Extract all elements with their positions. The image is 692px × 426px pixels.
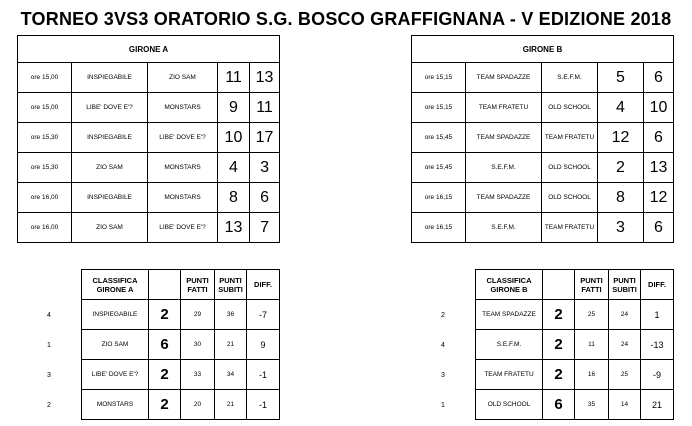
diff-value: -13 [641,330,674,360]
team-name: TEAM FRATETU [476,360,543,390]
team-points: 6 [543,390,575,420]
team-points: 2 [543,360,575,390]
standing-row [476,300,674,330]
match-row [412,213,674,243]
standing-row [82,330,280,360]
match-time: ore 15,30 [18,153,72,183]
girone-a-table [17,35,280,243]
away-score: 10 [644,93,674,123]
away-team: OLD SCHOOL [542,183,598,213]
punti-subiti: 34 [215,360,247,390]
match-time: ore 15,15 [412,93,466,123]
diff-value: -1 [247,390,280,420]
match-row [18,93,280,123]
punti-subiti: 25 [609,360,641,390]
rank-position: 1 [47,342,51,349]
match-time: ore 15,15 [412,63,466,93]
away-score: 13 [644,153,674,183]
match-time: ore 16,15 [412,213,466,243]
away-score: 6 [644,63,674,93]
standing-row [82,360,280,390]
rank-position: 4 [47,312,51,319]
home-team: TEAM SPADAZZE [466,63,542,93]
punti-fatti: 30 [181,330,215,360]
away-score: 13 [250,63,280,93]
away-team: TEAM FRATETU [542,123,598,153]
rank-position: 1 [441,402,445,409]
match-time: ore 15,45 [412,123,466,153]
match-row [18,183,280,213]
punti-subiti: 14 [609,390,641,420]
team-name: INSPIEGABILE [82,300,149,330]
home-team: LIBE' DOVE E'? [72,93,148,123]
diff-value: 9 [247,330,280,360]
team-points: 2 [543,330,575,360]
away-score: 6 [644,123,674,153]
punti-fatti: 11 [575,330,609,360]
home-team: INSPIEGABILE [72,183,148,213]
home-score: 9 [218,93,250,123]
home-team: TEAM SPADAZZE [466,123,542,153]
home-score: 8 [218,183,250,213]
girone-a-header: GIRONE A [18,36,280,63]
home-team: S.E.F.M. [466,153,542,183]
standing-row [82,300,280,330]
match-row [18,123,280,153]
away-score: 6 [644,213,674,243]
team-points: 6 [149,330,181,360]
rank-position: 2 [441,312,445,319]
rank-position: 3 [441,372,445,379]
rank-position: 4 [441,342,445,349]
away-team: LIBE' DOVE E'? [148,213,218,243]
diff-value: -1 [247,360,280,390]
match-row [18,153,280,183]
home-score: 10 [218,123,250,153]
match-row [412,93,674,123]
match-row [412,123,674,153]
away-team: ZIO SAM [148,63,218,93]
team-name: OLD SCHOOL [476,390,543,420]
match-row [412,153,674,183]
diff-value: -7 [247,300,280,330]
away-score: 6 [250,183,280,213]
match-row [412,183,674,213]
classifica-b-table [475,269,674,420]
punti-fatti: 16 [575,360,609,390]
col-punti-fatti: PUNTI FATTI [575,270,609,300]
classifica-b-header: CLASSIFICA GIRONE B [476,270,543,300]
punti-fatti: 29 [181,300,215,330]
home-score: 4 [598,93,644,123]
standing-row [476,330,674,360]
home-score: 5 [598,63,644,93]
diff-value: 1 [641,300,674,330]
team-name: MONSTARS [82,390,149,420]
punti-subiti: 24 [609,330,641,360]
home-score: 8 [598,183,644,213]
away-team: S.E.F.M. [542,63,598,93]
match-time: ore 15,00 [18,63,72,93]
home-score: 4 [218,153,250,183]
away-score: 7 [250,213,280,243]
diff-value: 21 [641,390,674,420]
away-score: 17 [250,123,280,153]
away-team: OLD SCHOOL [542,93,598,123]
standing-row [476,390,674,420]
classifica-a-header: CLASSIFICA GIRONE A [82,270,149,300]
punti-fatti: 20 [181,390,215,420]
home-team: TEAM SPADAZZE [466,183,542,213]
col-diff: DIFF. [641,270,674,300]
away-score: 3 [250,153,280,183]
col-punti-subiti: PUNTI SUBITI [609,270,641,300]
home-score: 2 [598,153,644,183]
away-team: TEAM FRATETU [542,213,598,243]
punti-fatti: 25 [575,300,609,330]
match-time: ore 16,00 [18,213,72,243]
punti-fatti: 33 [181,360,215,390]
match-time: ore 16,15 [412,183,466,213]
away-team: MONSTARS [148,93,218,123]
punti-subiti: 21 [215,330,247,360]
match-row [18,213,280,243]
home-team: ZIO SAM [72,213,148,243]
col-punti-fatti: PUNTI FATTI [181,270,215,300]
home-team: TEAM FRATETU [466,93,542,123]
away-score: 12 [644,183,674,213]
team-points: 2 [149,300,181,330]
classifica-a-table [81,269,280,420]
punti-fatti: 35 [575,390,609,420]
away-team: MONSTARS [148,153,218,183]
home-score: 12 [598,123,644,153]
punti-subiti: 21 [215,390,247,420]
home-score: 13 [218,213,250,243]
match-time: ore 16,00 [18,183,72,213]
team-points: 2 [149,360,181,390]
team-name: LIBE' DOVE E'? [82,360,149,390]
home-score: 11 [218,63,250,93]
team-name: TEAM SPADAZZE [476,300,543,330]
col-punti-subiti: PUNTI SUBITI [215,270,247,300]
team-name: ZIO SAM [82,330,149,360]
page-title: TORNEO 3VS3 ORATORIO S.G. BOSCO GRAFFIGNANA - V EDIZIONE 2018 [20,9,672,29]
match-row [412,63,674,93]
home-team: S.E.F.M. [466,213,542,243]
girone-b-table [411,35,674,243]
away-team: MONSTARS [148,183,218,213]
away-team: OLD SCHOOL [542,153,598,183]
team-points: 2 [543,300,575,330]
home-team: INSPIEGABILE [72,123,148,153]
diff-value: -9 [641,360,674,390]
away-score: 11 [250,93,280,123]
match-row [18,63,280,93]
match-time: ore 15,30 [18,123,72,153]
home-score: 3 [598,213,644,243]
rank-position: 2 [47,402,51,409]
punti-subiti: 36 [215,300,247,330]
home-team: ZIO SAM [72,153,148,183]
girone-b-header: GIRONE B [412,36,674,63]
col-diff: DIFF. [247,270,280,300]
team-name: S.E.F.M. [476,330,543,360]
match-time: ore 15,00 [18,93,72,123]
home-team: INSPIEGABILE [72,63,148,93]
punti-subiti: 24 [609,300,641,330]
standing-row [476,360,674,390]
match-time: ore 15,45 [412,153,466,183]
rank-position: 3 [47,372,51,379]
team-points: 2 [149,390,181,420]
away-team: LIBE' DOVE E'? [148,123,218,153]
standing-row [82,390,280,420]
